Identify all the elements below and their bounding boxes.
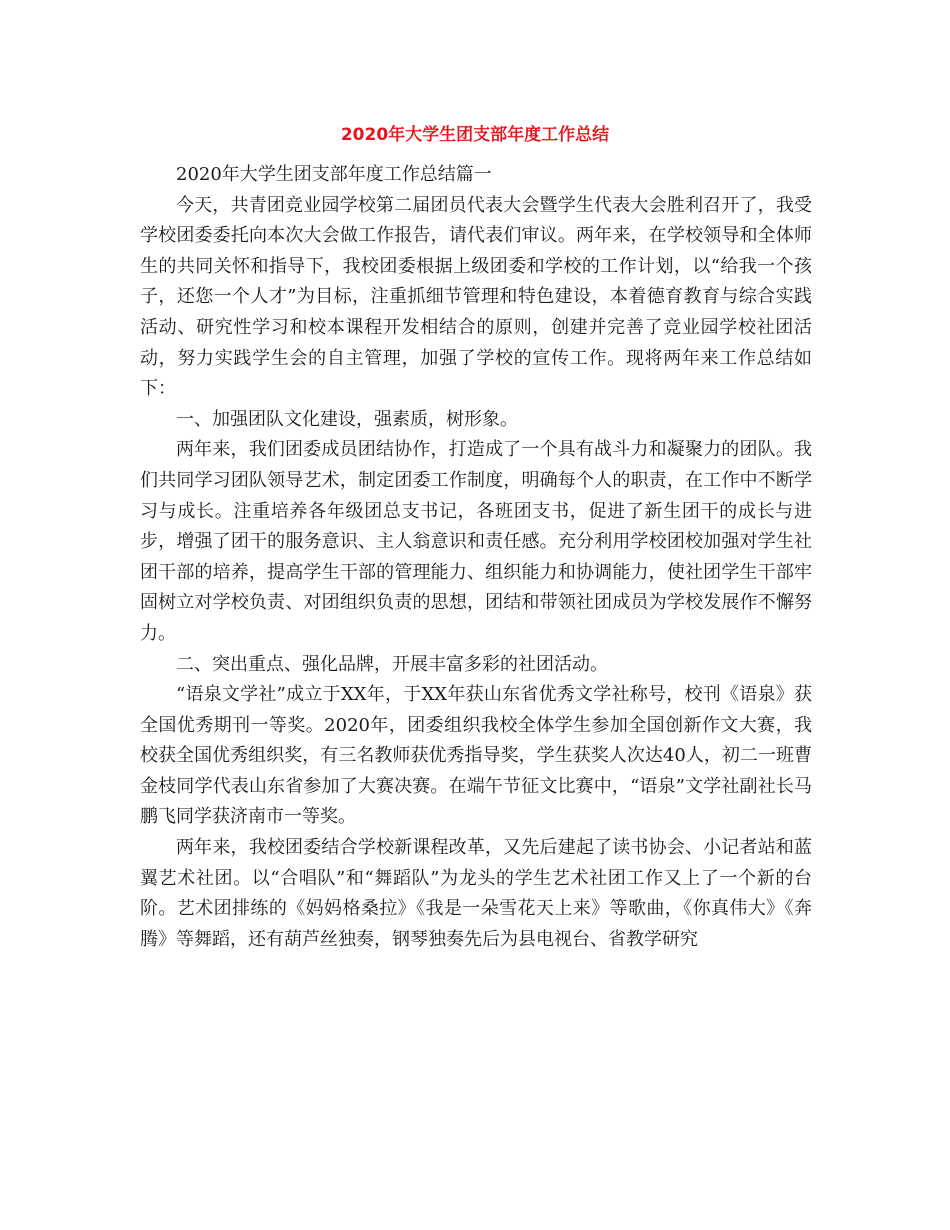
section-heading: 一、加强团队文化建设，强素质，树形象。 — [176, 408, 518, 430]
section-heading: 2020年大学生团支部年度工作总结篇一 — [176, 164, 492, 185]
paragraph: 今天，共青团竞业园学校第二届团员代表大会暨学生代表大会胜利召开了，我受学校团委委托向本次大会做工作报告，请代表们审议。两年来，在学校领导和全体师生的共同关怀和指导下，我校团委根据上级团委和学校的工作计划，以“给我一个孩子，还您一个人才”为目标，注重抓细节管理和特色建设，本着德育教育与综合实践活动、研究性学习和校本课程开发相结合的原则，创建并完善了竞业园学校社团活动，努力实践学生会的自主管理，加强了学校的宣传工作。现将两年来工作总结如下： — [140, 194, 812, 400]
document-title: 2020年大学生团支部年度工作总结 — [340, 125, 610, 145]
section-heading: 二、突出重点、强化品牌，开展丰富多彩的社团活动。 — [176, 653, 608, 675]
paragraph: “语泉文学社”成立于XX年，于XX年获山东省优秀文学社称号，校刊《语泉》获全国优秀期刊一等奖。2020年，团委组织我校全体学生参加全国创新作文大赛，我校获全国优秀组织奖，有三名教师获优秀指导奖，学生获奖人次达40人，初二一班曹金枝同学代表山东省参加了大赛决赛。在端午节征文比赛中，“语泉”文学社副社长马鹏飞同学获济南市一等奖。 — [140, 684, 812, 828]
document-body — [140, 160, 812, 955]
paragraph: 两年来，我校团委结合学校新课程改革，又先后建起了读书协会、小记者站和蓝翼艺术社团。以“合唱队”和“舞蹈队”为龙头的学生艺术社团工作又上了一个新的台阶。艺术团排练的《妈妈格桑拉》《我是一朵雪花天上来》等歌曲，《你真伟大》《奔腾》等舞蹈，还有葫芦丝独奏，钢琴独奏先后为县电视台、省教学研究 — [140, 837, 812, 950]
paragraph: 两年来，我们团委成员团结协作，打造成了一个具有战斗力和凝聚力的团队。我们共同学习团队领导艺术，制定团委工作制度，明确每个人的职责，在工作中不断学习与成长。注重培养各年级团总支书记，各班团支书，促进了新生团干的成长与进步，增强了团干的服务意识、主人翁意识和责任感。充分利用学校团校加强对学生社团干部的培养，提高学生干部的管理能力、组织能力和协调能力，使社团学生干部牢固树立对学校负责、对团组织负责的思想，团结和带领社团成员为学校发展作不懈努力。 — [140, 439, 812, 644]
